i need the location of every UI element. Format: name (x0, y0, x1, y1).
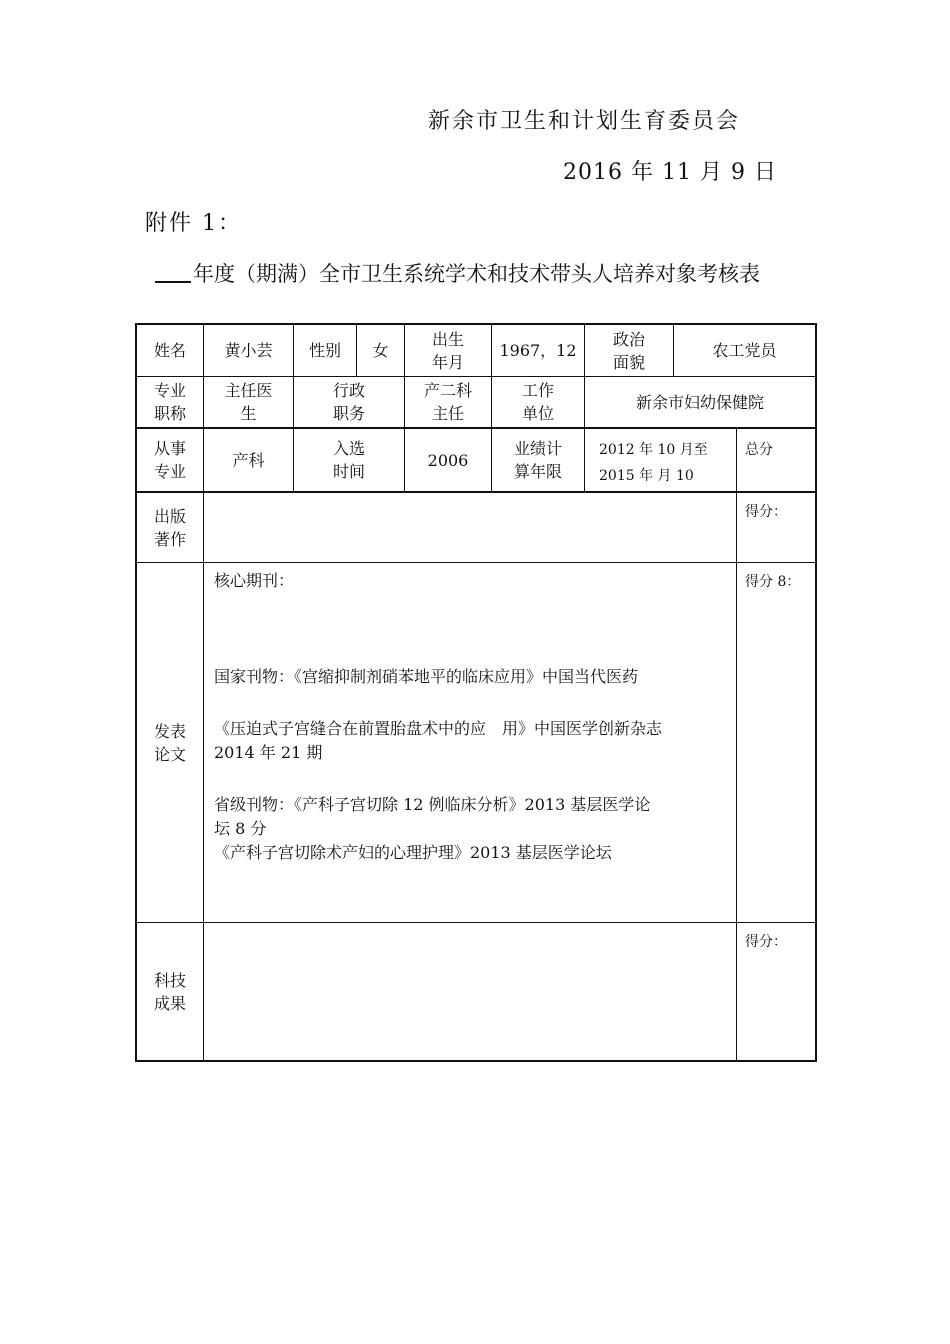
name-label: 姓名 (137, 325, 203, 377)
unit-value: 新余市妇幼保健院 (584, 377, 815, 429)
title-label: 专业 职称 (137, 377, 203, 429)
papers-label: 发表 论文 (137, 563, 203, 923)
unit-label: 工作 单位 (491, 377, 584, 429)
core-journal-label: 核心期刊： (214, 571, 295, 590)
publications-score: 得分： (736, 493, 815, 563)
research-label: 科技 成果 (153, 970, 186, 1013)
period-label: 业绩计 算年限 (491, 429, 584, 493)
post-label: 行政 职务 (293, 377, 404, 429)
papers-content (203, 563, 736, 923)
national-journal-paper: 国家刊物：《宫缩抑制剂硝苯地平的临床应用》中国当代医药 (214, 667, 639, 686)
specialty-label: 从事 专业 (137, 429, 203, 493)
publications-content (203, 493, 736, 563)
specialty-value: 产科 (203, 429, 293, 493)
period-end: 2015 年 月 10 (599, 468, 694, 484)
politics-label: 政治 面貌 (584, 325, 673, 377)
assessment-table (135, 323, 817, 1062)
issue-date: 2016 年 11 月 9 日 (563, 160, 777, 185)
papers-score: 得分 8： (736, 563, 815, 923)
paper-2-issue: 2014 年 21 期 (214, 743, 323, 762)
gender-value: 女 (356, 325, 404, 377)
period-value (584, 429, 736, 493)
total-score-label: 总分 (736, 429, 815, 493)
post-value: 产二科 主任 (404, 377, 491, 429)
paper-2-title: 《压迫式子宫缝合在前置胎盘术中的应 用》中国医学创新杂志 (214, 719, 663, 738)
research-content (203, 923, 736, 1060)
birth-label: 出生 年月 (404, 325, 491, 377)
selected-value: 2006 (404, 429, 491, 493)
issuing-organization: 新余市卫生和计划生育委员会 (428, 109, 741, 134)
year-blank (155, 261, 191, 283)
period-start: 2012 年 10 月至 (599, 442, 708, 458)
gender-label: 性别 (293, 325, 356, 377)
form-title (155, 258, 760, 288)
title-value: 主任医 生 (203, 377, 293, 429)
form-title-text: 年度（期满）全市卫生系统学术和技术带头人培养对象考核表 (193, 262, 760, 286)
attachment-label: 附件 1： (145, 211, 242, 236)
provincial-paper-2: 《产科子宫切除术产妇的心理护理》2013 基层医学论坛 (214, 843, 612, 862)
name-value: 黄小芸 (203, 325, 293, 377)
provincial-paper-1: 省级刊物：《产科子宫切除 12 例临床分析》2013 基层医学论 (214, 795, 651, 814)
publications-label: 出版 著作 (137, 493, 203, 563)
research-score: 得分： (736, 923, 815, 1060)
politics-value: 农工党员 (673, 325, 815, 377)
selected-label: 入选 时间 (293, 429, 404, 493)
birth-value: 1967，12 (491, 325, 584, 377)
provincial-paper-1-score: 坛 8 分 (214, 819, 267, 838)
